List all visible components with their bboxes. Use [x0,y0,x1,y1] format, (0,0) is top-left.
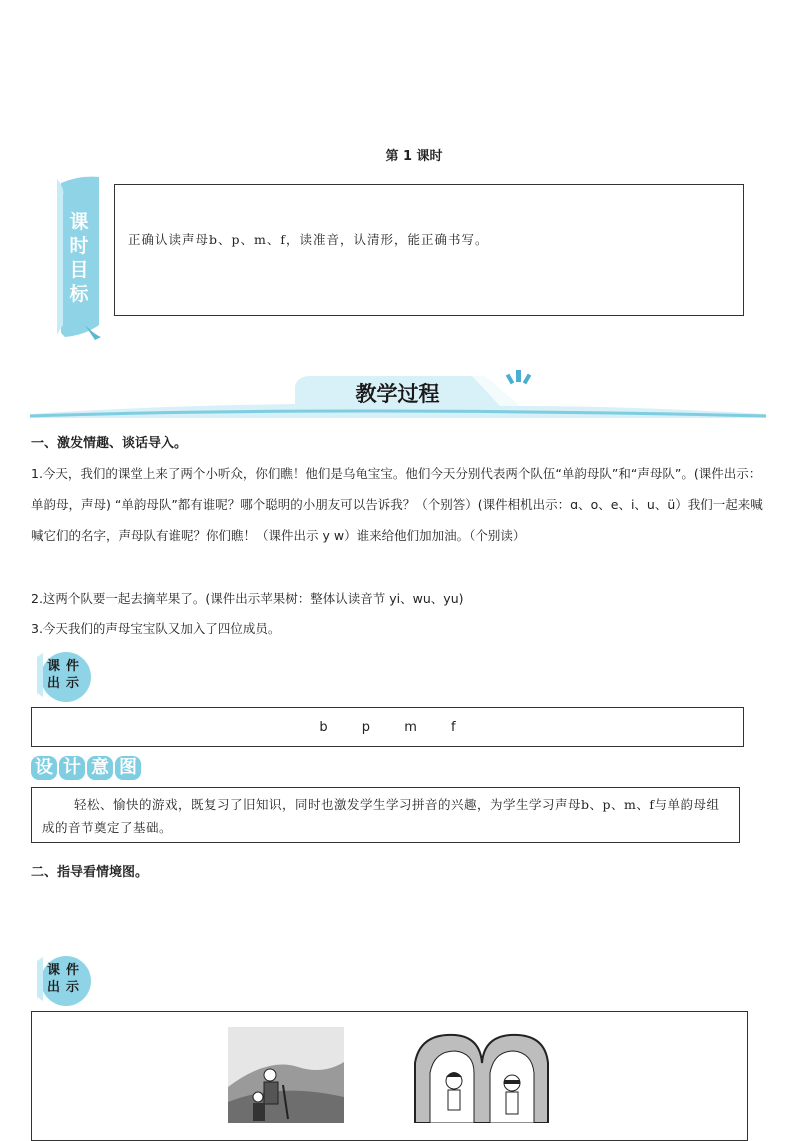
courseware-badge-label [38,962,94,996]
lesson-title: 第 1 课时 [385,149,443,164]
design-char: 计 [59,756,85,780]
section1-para3: 3.今天我们的声母宝宝队又加入了四位成员。 [31,621,281,636]
badge-line: 出示 [46,980,85,995]
courseware-badge-label [38,658,94,692]
goal-tab-char: 课 [69,211,89,233]
illustration-box [31,1011,748,1141]
badge-line: 课件 [46,659,85,674]
design-intent-text: 轻松、愉快的游戏，既复习了旧知识，同时也激发学生学习拼音的兴趣，为学生学习声母b、p、m、f与单韵母组成的音节奠定了基础。 [42,797,720,835]
letters-text: b p m f [319,720,456,735]
goal-tab-label [62,210,96,306]
section1-para1: 1.今天，我们的课堂上来了两个小听众，你们瞧！他们是乌龟宝宝。他们今天分别代表两个队伍“单韵母队”和“声母队”。(课件出示：单韵母，声母) “单韵母队”都有谁呢？哪个聪明的小朋友可以告诉我？（个别答）(课件相机出示：ɑ、o、e、i、u、ü）我们一起来喊喊它们的名字，声母队有谁呢？你们瞧！（课件出示 y w）谁来给他们加加油。（个别读） [31,466,763,543]
goal-tab-char: 目 [69,259,89,281]
goal-text: 正确认读声母b、p、m、f，读准音，认清形，能正确书写。 [128,232,489,247]
design-char: 意 [87,756,113,780]
mountain-climbing-illustration [228,1027,344,1123]
design-char: 图 [115,756,141,780]
goal-tab-char: 时 [69,235,89,257]
section2-heading: 二、指导看情境图。 [31,865,149,880]
tree-hollow-illustration [410,1033,552,1123]
badge-line: 出示 [46,676,85,691]
banner-title: 教学过程 [355,382,440,406]
design-intent-label [31,756,143,780]
section1-para2: 2.这两个队要一起去摘苹果了。(课件出示苹果树：整体认读音节 yi、wu、yu) [31,591,464,606]
section1-heading: 一、激发情趣、谈话导入。 [31,436,188,451]
design-char: 设 [31,756,57,780]
goal-box [114,184,744,316]
goal-tab-char: 标 [69,283,89,305]
badge-line: 课件 [46,963,85,978]
